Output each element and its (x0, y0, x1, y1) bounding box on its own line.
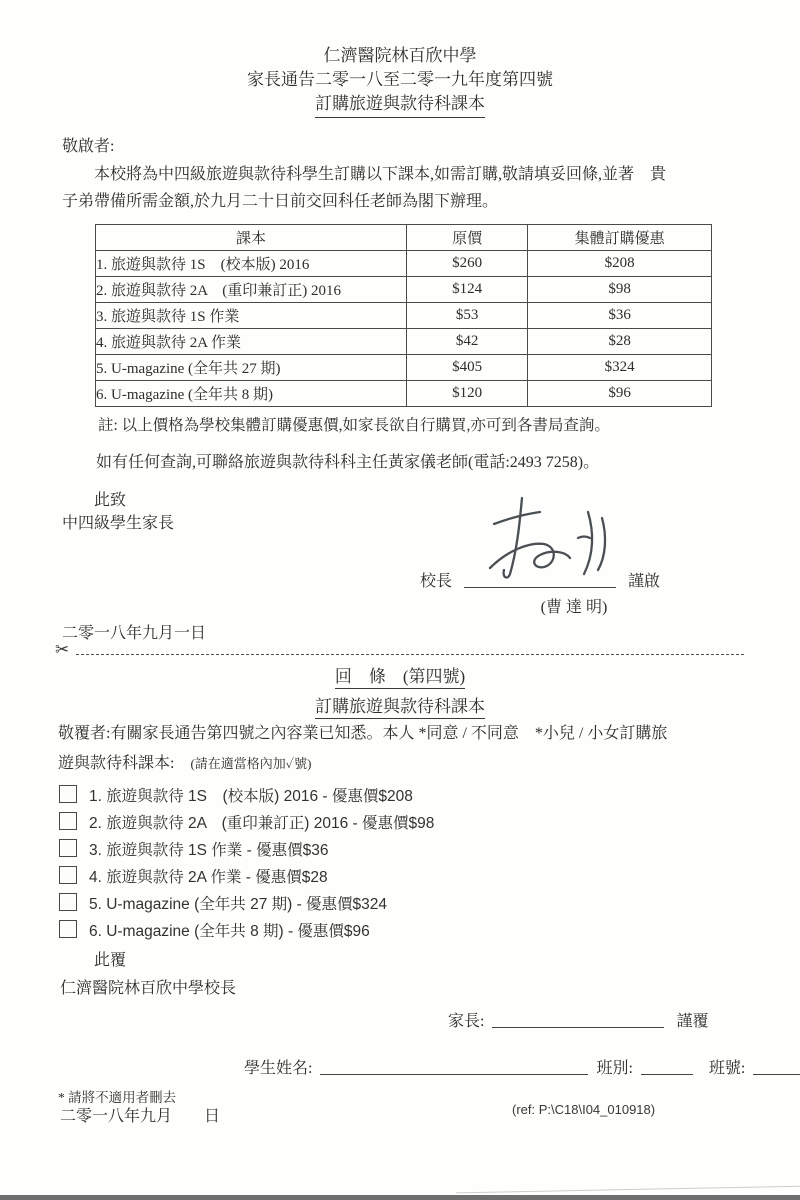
reply-date-line: 二零一八年九月 日 (60, 1108, 221, 1125)
parent-sign-suffix: 謹覆 (676, 1013, 709, 1030)
order-item-row (58, 919, 708, 946)
closing-recipient: 中四級學生家長 (62, 515, 175, 532)
principal-sign-suffix: 謹啟 (628, 573, 661, 590)
student-name-line[interactable] (320, 1059, 588, 1075)
class-line[interactable] (641, 1059, 693, 1075)
student-name-label: 學生姓名: (244, 1060, 313, 1077)
closing-salute: 此致 (94, 492, 127, 509)
reply-closing-salute: 此覆 (94, 952, 127, 969)
reply-line-1: 敬覆者:有關家長通告第四號之內容業已知悉。本人 *同意 / 不同意 *小兒 / 小女訂購旅 (58, 725, 668, 742)
table-row: 5. U-magazine (全年共 27 期) $405 $324 (96, 355, 712, 381)
table-row: 1. 旅遊與款待 1S (校本版) 2016 $260 $208 (96, 251, 712, 277)
class-label: 班別: (596, 1060, 633, 1077)
table-header-row (96, 225, 712, 251)
order-item-row (58, 784, 708, 811)
scan-artifact-line (456, 1186, 800, 1194)
class-number-label: 班號: (708, 1060, 746, 1077)
item-4-checkbox[interactable] (59, 866, 77, 884)
scissors-icon: ✂ (55, 640, 70, 659)
principal-sign-row (420, 568, 660, 591)
parent-signature-line[interactable] (492, 1012, 664, 1028)
price-table-wrap (95, 224, 712, 407)
item-5-checkbox[interactable] (59, 893, 77, 911)
body-line-2: 子弟帶備所需金額,於九月二十日前交回科任老師為閣下辦理。 (62, 193, 499, 210)
order-item-label: 1. 旅遊與款待 1S (校本版) 2016 - 優惠價$208 (89, 788, 413, 805)
scan-edge-bar (0, 1195, 800, 1200)
reply-title: 回 條 (第四號) (335, 662, 465, 689)
principal-signature-line[interactable] (464, 572, 616, 588)
price-table (95, 224, 712, 407)
order-item-label: 3. 旅遊與款待 1S 作業 - 優惠價$36 (89, 842, 329, 859)
order-item-label: 5. U-magazine (全年共 27 期) - 優惠價$324 (89, 896, 388, 913)
reply-subtitle: 訂購旅遊與款待科課本 (315, 692, 485, 719)
file-ref: (ref: P:\C18\I04_010918) (512, 1102, 656, 1117)
order-item-label: 4. 旅遊與款待 2A 作業 - 優惠價$28 (89, 869, 328, 886)
principal-name: (曹 達 明) (540, 599, 608, 616)
col-header-book: 課本 (96, 225, 407, 251)
col-header-discount: 集體訂購優惠 (528, 225, 712, 251)
order-item-row (58, 865, 708, 892)
order-item-label: 2. 旅遊與款待 2A (重印兼訂正) 2016 - 優惠價$98 (89, 815, 435, 832)
table-row: 3. 旅遊與款待 1S 作業 $53 $36 (96, 303, 712, 329)
order-checkbox-list (58, 784, 708, 946)
body-paragraph (62, 161, 752, 215)
item-2-checkbox[interactable] (59, 812, 77, 830)
parent-label: 家長: (448, 1013, 485, 1030)
class-number-line[interactable] (753, 1059, 800, 1075)
order-item-label: 6. U-magazine (全年共 8 期) - 優惠價$96 (89, 923, 370, 940)
reply-title-block (0, 662, 800, 719)
col-header-price: 原價 (406, 225, 527, 251)
student-info-row (244, 1055, 800, 1078)
table-row: 4. 旅遊與款待 2A 作業 $42 $28 (96, 329, 712, 355)
school-name: 仁濟醫院林百欣中學 (323, 46, 477, 65)
header-block (0, 44, 800, 118)
principal-label: 校長 (420, 573, 453, 590)
parent-sign-row (448, 1008, 708, 1031)
order-item-row (58, 838, 708, 865)
notice-subject: 訂購旅遊與款待科課本 (0, 92, 800, 118)
reply-line-2: 遊與款待科課本: (請在適當格內加✓號) (58, 755, 312, 772)
delete-inapplicable-footnote: * 請將不適用者刪去 (58, 1090, 177, 1105)
tick-instruction: (請在適當格內加✓號) (190, 756, 312, 771)
notice-date: 二零一八年九月一日 (62, 625, 207, 642)
salutation: 敬啟者: (62, 138, 115, 155)
enquiry-line: 如有任何查詢,可聯絡旅遊與款待科科主任黃家儀老師(電話:2493 7258)。 (96, 454, 600, 471)
body-line-1: 本校將為中四級旅遊與款待科學生訂購以下課本,如需訂購,敬請填妥回條,並著 貴 (94, 166, 667, 183)
item-6-checkbox[interactable] (59, 920, 77, 938)
reply-paragraph (58, 719, 758, 779)
item-3-checkbox[interactable] (59, 839, 77, 857)
item-1-checkbox[interactable] (59, 785, 77, 803)
table-note: 註: 以上價格為學校集體訂購優惠價,如家長欲自行購買,亦可到各書局查詢。 (98, 417, 610, 434)
reply-closing-recipient: 仁濟醫院林百欣中學校長 (60, 980, 237, 997)
notice-number-line: 家長通告二零一八至二零一九年度第四號 (247, 70, 553, 89)
table-row: 2. 旅遊與款待 2A (重印兼訂正) 2016 $124 $98 (96, 277, 712, 303)
order-item-row (58, 811, 708, 838)
cut-dashed-line (76, 654, 744, 655)
order-item-row (58, 892, 708, 919)
table-row: 6. U-magazine (全年共 8 期) $120 $96 (96, 381, 712, 407)
